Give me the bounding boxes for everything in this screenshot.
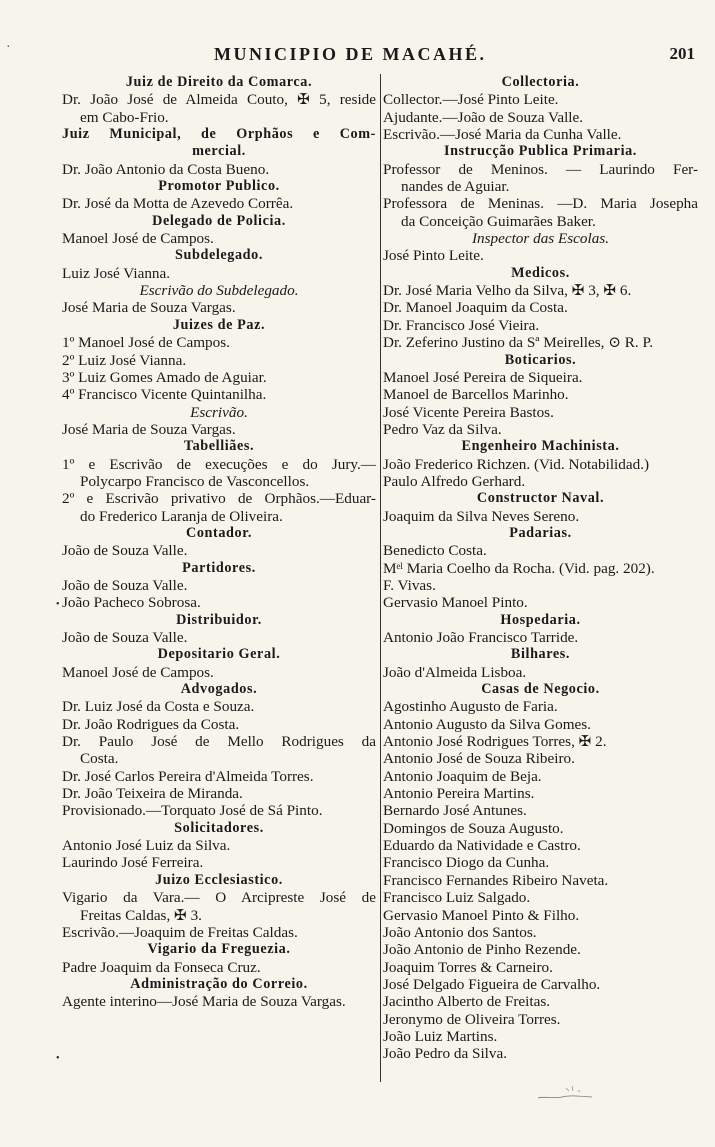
margin-mark: · bbox=[6, 40, 11, 55]
text-line: Dr. Zeferino Justino da Sª Meirelles, ⊙ R. P. bbox=[383, 334, 654, 352]
section-heading: Partidores. bbox=[182, 559, 256, 576]
text-line: Provisionado.—Torquato José de Sá Pinto. bbox=[62, 802, 323, 820]
text-line: Dr. João Antonio da Costa Bueno. bbox=[62, 160, 270, 178]
text-line: Laurindo José Ferreira. bbox=[62, 854, 204, 872]
section-heading: Advogados. bbox=[180, 681, 258, 698]
text-line: Benedicto Costa. bbox=[383, 542, 487, 560]
text-line: Dr. Francisco José Vieira. bbox=[383, 316, 540, 334]
section-subheading: Escrivão. bbox=[190, 403, 248, 421]
text-line: 2º Luiz José Vianna. bbox=[62, 351, 187, 369]
text-line: Antonio José Luiz da Silva. bbox=[62, 837, 231, 855]
section-heading: Engenheiro Machinista. bbox=[461, 438, 620, 455]
section-subheading: Escrivão do Subdelegado. bbox=[139, 282, 299, 300]
text-line-continued: Freitas Caldas, ✠ 3. bbox=[80, 906, 202, 924]
text-line: Dr. Paulo José de Mello Rodrigues da bbox=[62, 733, 376, 751]
bullet-mark: • bbox=[56, 1053, 60, 1064]
text-line: João Antonio dos Santos. bbox=[383, 923, 537, 941]
text-line: 3º Luiz Gomes Amado de Aguiar. bbox=[62, 368, 267, 386]
text-line: 1º e Escrivão de execuções e do Jury.— bbox=[62, 455, 376, 473]
text-line: Dr. José da Motta de Azevedo Corrêa. bbox=[62, 195, 294, 213]
section-heading: Instrucção Publica Primaria. bbox=[444, 143, 637, 160]
text-line: Manoel José Pereira de Siqueira. bbox=[383, 368, 583, 386]
text-line: Escrivão.—José Maria da Cunha Valle. bbox=[383, 126, 622, 144]
section-heading: Hospedaria. bbox=[500, 611, 581, 628]
section-heading: Subdelegado. bbox=[174, 247, 264, 264]
section-heading: Juiz Municipal, de Orphãos e Com- bbox=[62, 126, 376, 143]
section-subheading: Inspector das Escolas. bbox=[471, 230, 610, 248]
section-heading: Juizo Ecclesiastico. bbox=[155, 871, 283, 888]
text-line: Gervasio Manoel Pinto. bbox=[383, 594, 528, 612]
text-line: F. Vivas. bbox=[383, 576, 436, 594]
text-line: João de Souza Valle. bbox=[62, 629, 188, 646]
text-line: Professora de Meninas. —D. Maria Josepha bbox=[383, 195, 698, 213]
text-line: Joaquim Torres & Carneiro. bbox=[383, 958, 553, 976]
page-title: MUNICIPIO DE MACAHÉ. bbox=[214, 44, 487, 64]
text-line: José Maria de Souza Vargas. bbox=[62, 299, 236, 317]
text-line: Dr. José Carlos Pereira d'Almeida Torres. bbox=[62, 767, 314, 785]
text-line: Pedro Vaz da Silva. bbox=[383, 420, 502, 438]
left-column bbox=[62, 74, 376, 1011]
text-line: Francisco Diogo da Cunha. bbox=[383, 854, 550, 872]
section-heading: Distribuidor. bbox=[176, 611, 262, 628]
text-line: João de Souza Valle. bbox=[62, 542, 188, 560]
text-line: Manoel de Barcellos Marinho. bbox=[383, 386, 569, 404]
text-line: José Pinto Leite. bbox=[383, 247, 484, 265]
page-header bbox=[0, 44, 715, 74]
section-heading: Bilhares. bbox=[510, 646, 571, 663]
text-line: José Vicente Pereira Bastos. bbox=[383, 403, 554, 421]
text-line-continued: em Cabo-Frio. bbox=[80, 108, 169, 126]
text-line: João Antonio de Pinho Rezende. bbox=[383, 941, 581, 959]
text-line: Dr. João José de Almeida Couto, ✠ 5, reside bbox=[62, 91, 376, 109]
text-line: Paulo Alfredo Gerhard. bbox=[383, 472, 526, 490]
section-heading: Depositario Geral. bbox=[157, 646, 281, 663]
text-line: 2º e Escrivão privativo de Orphãos.—Eduar- bbox=[62, 490, 376, 508]
section-heading: Medicos. bbox=[511, 264, 570, 281]
section-heading: Administração do Correio. bbox=[130, 975, 308, 992]
text-line: Ajudante.—João de Souza Valle. bbox=[383, 108, 584, 126]
text-line: Dr. Manoel Joaquim da Costa. bbox=[383, 299, 568, 317]
text-line: Eduardo da Natividade e Castro. bbox=[383, 837, 581, 855]
text-line: Dr. João Teixeira de Miranda. bbox=[62, 785, 243, 803]
text-line: Manoel José de Campos. bbox=[62, 663, 214, 681]
right-column bbox=[383, 74, 698, 1063]
text-line: Vigario da Vara.— O Arcipreste José de bbox=[62, 889, 376, 907]
text-line-continued: da Conceição Guimarães Baker. bbox=[401, 212, 596, 230]
text-line: Padre Joaquim da Fonseca Cruz. bbox=[62, 958, 261, 976]
text-line-continued: do Frederico Laranja de Oliveira. bbox=[80, 507, 283, 525]
text-line: Jacintho Alberto de Freitas. bbox=[383, 993, 551, 1011]
section-heading: Delegado de Policia. bbox=[152, 212, 286, 229]
text-line: Gervasio Manoel Pinto & Filho. bbox=[383, 906, 580, 924]
text-line: Francisco Luiz Salgado. bbox=[383, 889, 531, 907]
text-line: Francisco Fernandes Ribeiro Naveta. bbox=[383, 871, 609, 889]
text-line: João d'Almeida Lisboa. bbox=[383, 663, 527, 681]
text-line: Professor de Meninos. — Laurindo Fer- bbox=[383, 160, 698, 178]
text-line: João Pacheco Sobrosa. bbox=[62, 594, 201, 612]
text-line: Domingos de Souza Augusto. bbox=[383, 819, 564, 837]
text-line: Bernardo José Antunes. bbox=[383, 802, 527, 820]
text-line: João Frederico Richzen. (Vid. Notabilidad.) bbox=[383, 455, 650, 473]
section-heading: Contador. bbox=[186, 524, 252, 541]
text-line: Collector.—José Pinto Leite. bbox=[383, 91, 559, 109]
bullet-mark: • bbox=[56, 599, 60, 610]
section-heading: Tabelliães. bbox=[183, 438, 255, 455]
text-line: Dr. José Maria Velho da Silva, ✠ 3, ✠ 6. bbox=[383, 282, 632, 300]
text-line: Joaquim da Silva Neves Sereno. bbox=[383, 507, 580, 525]
text-line: Antonio João Francisco Tarride. bbox=[383, 629, 579, 646]
text-line-continued: Polycarpo Francisco de Vasconcellos. bbox=[80, 472, 310, 490]
section-heading: Juiz de Direito da Comarca. bbox=[125, 74, 313, 90]
text-line: Agostinho Augusto de Faria. bbox=[383, 698, 558, 716]
text-line: Antonio José Rodrigues Torres, ✠ 2. bbox=[383, 733, 607, 751]
text-line: 4º Francisco Vicente Quintanilha. bbox=[62, 386, 267, 404]
section-heading: Constructor Naval. bbox=[476, 490, 605, 507]
text-line: Escrivão.—Joaquim de Freitas Caldas. bbox=[62, 923, 298, 941]
text-line: João Pedro da Silva. bbox=[383, 1045, 508, 1063]
text-line: Antonio José de Souza Ribeiro. bbox=[383, 750, 575, 768]
section-heading: Promotor Publico. bbox=[158, 178, 280, 195]
text-line: José Maria de Souza Vargas. bbox=[62, 420, 236, 438]
text-line: Luiz José Vianna. bbox=[62, 264, 171, 282]
text-line: José Delgado Figueira de Carvalho. bbox=[383, 975, 601, 993]
text-line-continued: nandes de Aguiar. bbox=[401, 178, 510, 196]
text-line: Dr. Luiz José da Costa e Souza. bbox=[62, 698, 255, 716]
page-number: 201 bbox=[669, 44, 695, 63]
text-line: João Luiz Martins. bbox=[383, 1027, 498, 1045]
section-heading: Juizes de Paz. bbox=[172, 316, 266, 333]
column-divider bbox=[380, 74, 381, 1082]
text-line: Antonio Augusto da Silva Gomes. bbox=[383, 715, 591, 733]
text-line-continued: Costa. bbox=[80, 750, 119, 768]
text-line: Dr. João Rodrigues da Costa. bbox=[62, 715, 240, 733]
section-heading: Vigario da Freguezia. bbox=[147, 941, 291, 958]
section-heading: Boticarios. bbox=[504, 351, 577, 368]
section-heading: mercial. bbox=[192, 143, 246, 160]
section-heading: Collectoria. bbox=[501, 74, 580, 90]
section-heading: Solicitadores. bbox=[174, 819, 264, 836]
text-line: Agente interino—José Maria de Souza Vargas. bbox=[62, 993, 346, 1011]
section-heading: Padarias. bbox=[509, 524, 572, 541]
text-line: Mᵉˡ Maria Coelho da Rocha. (Vid. pag. 202). bbox=[383, 559, 655, 577]
text-line: 1º Manoel José de Campos. bbox=[62, 334, 230, 352]
text-line: Jeronymo de Oliveira Torres. bbox=[383, 1010, 561, 1028]
section-heading: Casas de Negocio. bbox=[481, 681, 600, 698]
text-line: Antonio Joaquim de Beja. bbox=[383, 767, 542, 785]
text-line: Manoel José de Campos. bbox=[62, 230, 214, 248]
text-line: Antonio Pereira Martins. bbox=[383, 785, 535, 803]
text-line: João de Souza Valle. bbox=[62, 576, 188, 594]
ink-smudge bbox=[536, 1084, 594, 1102]
